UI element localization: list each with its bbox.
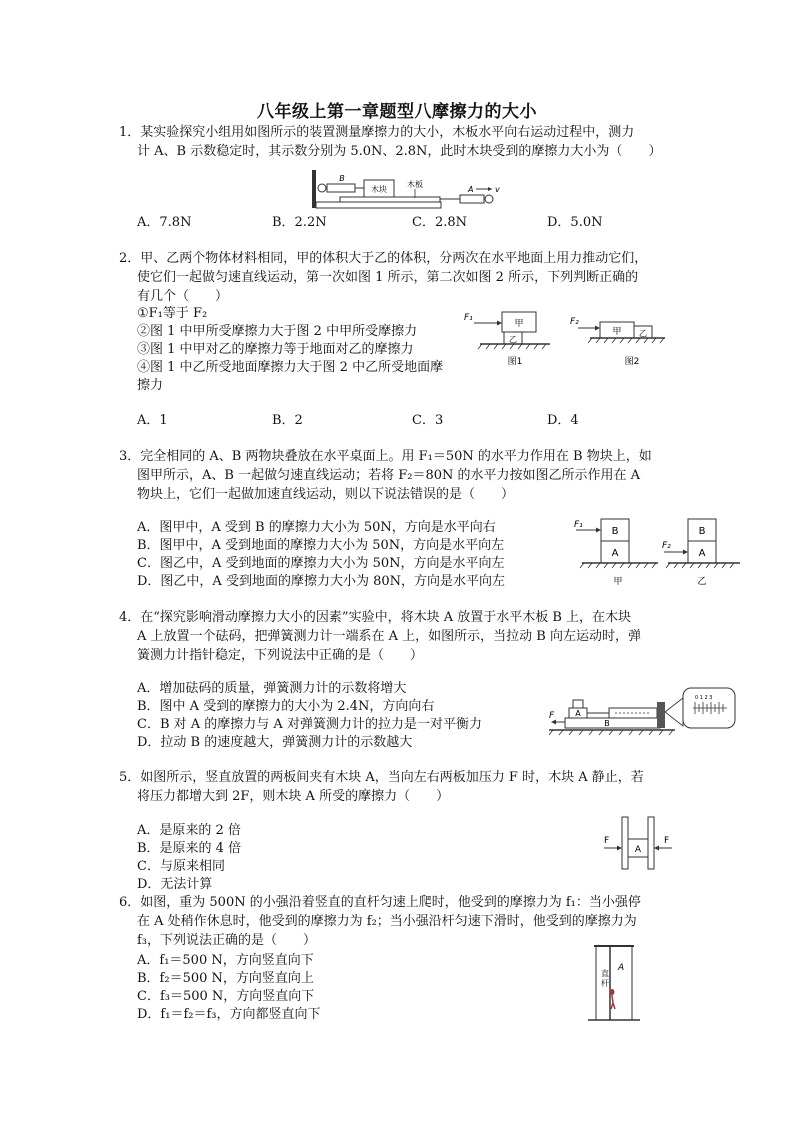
question-2-statement: ①F₁等于 F₂: [137, 306, 208, 321]
question-3-figure: [568, 514, 743, 590]
label-f-right: F: [664, 836, 670, 846]
label-yi-2: 乙: [639, 329, 647, 338]
board-right: [648, 817, 654, 869]
question-3-stem-line: 图甲所示，A、B 一起做匀速直线运动；若将 F₂＝80N 的水平力按如图乙所示作用在 A: [137, 468, 641, 483]
caption-fig1: 图1: [507, 357, 523, 367]
label-jia-2: 甲: [612, 327, 622, 337]
scale-numbers: 0 1 2 3: [695, 695, 713, 701]
question-6-stem-line: 6．如图，重为 500N 的小强沿着竖直的直杆匀速上爬时，他受到的摩擦力为 f₁：当小强停: [119, 895, 641, 910]
zoom-lines: [665, 698, 683, 726]
question-5-stem-line: 将压力都增大到 2F，则木块 A 所受的摩擦力（ ）: [137, 789, 450, 804]
board-left: [622, 817, 628, 869]
question-1-option-a[interactable]: A．7.8N: [137, 215, 192, 230]
spring-scale-b: [327, 184, 355, 192]
label-f1: F₁: [574, 520, 583, 530]
question-1-figure: [310, 168, 500, 212]
wall-left: [312, 170, 316, 208]
question-5-option-a[interactable]: A．是原来的 2 倍: [137, 823, 241, 838]
question-5-figure: [598, 815, 678, 871]
weight: [573, 700, 583, 708]
question-6-stem-line: 在 A 处稍作休息时，他受到的摩擦力为 f₂；当小强沿杆匀速下滑时，他受到的摩擦力为: [137, 914, 637, 929]
page-title: 八年级上第一章题型八摩擦力的大小: [257, 102, 537, 122]
board-b: [565, 718, 660, 728]
label-pole-1: 直: [601, 969, 609, 978]
question-2-figure: [460, 302, 670, 372]
question-4-option-a[interactable]: A．增加砝码的质量，弹簧测力计的示数将增大: [137, 681, 407, 696]
question-2-statement: ②图 1 中甲所受摩擦力大于图 2 中甲所受摩擦力: [137, 324, 418, 339]
question-3-option-a[interactable]: A．图甲中，A 受到 B 的摩擦力大小为 50N，方向是水平向右: [137, 520, 496, 535]
question-4-figure: [545, 684, 740, 742]
question-1-stem-line: 计 A、B 示数稳定时，其示数分别为 5.0N、2.8N，此时木块受到的摩擦力大小为（ ）: [137, 144, 662, 159]
question-1-option-d[interactable]: D．5.0N: [547, 215, 603, 230]
question-3-stem-line: 物块上，它们一起做加速直线运动，则以下说法错误的是（ ）: [137, 487, 515, 502]
question-2-option-b[interactable]: B．2: [272, 413, 303, 428]
label-a-jia: A: [611, 548, 619, 559]
label-f2: F₂: [662, 541, 671, 551]
question-1-option-b[interactable]: B．2.2N: [272, 215, 327, 230]
table-surface: [316, 202, 441, 208]
label-a-yi: A: [698, 548, 706, 559]
spring-scale-b-hook: [318, 184, 326, 192]
question-4-stem-line: 簧测力计指针稳定，下列说法中正确的是（ ）: [137, 648, 424, 663]
label-f2: F₂: [570, 317, 579, 327]
label-b: B: [604, 719, 610, 728]
question-3-option-c[interactable]: C．图乙中，A 受到地面的摩擦力大小为 50N，方向是水平向左: [137, 556, 505, 571]
question-6-option-a[interactable]: A．f₁＝500 N，方向竖直向下: [137, 953, 314, 968]
label-jia-1: 甲: [514, 319, 524, 329]
question-3-option-b[interactable]: B．图甲中，A 受到地面的摩擦力大小为 50N，方向是水平向左: [137, 538, 505, 553]
question-2-stem-line: 2．甲、乙两个物体材料相同，甲的体积大于乙的体积，分两次在水平地面上用力推动它们，: [119, 251, 648, 266]
person-body: [611, 995, 615, 1009]
question-1-option-c[interactable]: C．2.8N: [412, 215, 467, 230]
label-yi-1: 乙: [509, 335, 517, 344]
label-b-jia: B: [611, 526, 619, 537]
label-a: A: [618, 963, 625, 973]
question-4-stem-line: A 上放置一个砝码，把弹簧测力计一端系在 A 上，如图所示，当拉动 B 向左运动时，弹: [137, 629, 641, 644]
spring-scale-a: [460, 195, 484, 203]
question-4-option-c[interactable]: C．B 对 A 的摩擦力与 A 对弹簧测力计的拉力是一对平衡力: [137, 717, 482, 732]
question-6-figure: [584, 940, 644, 1025]
label-a: A: [468, 185, 474, 194]
wood-board: [340, 197, 440, 202]
question-4-stem-line: 4．在“探究影响滑动摩擦力大小的因素”实验中，将木块 A 放置于水平木板 B 上，在木块: [119, 610, 632, 625]
question-3-option-d[interactable]: D．图乙中，A 受到地面的摩擦力大小为 80N，方向是水平向左: [137, 574, 505, 589]
question-2-statement: 擦力: [137, 378, 164, 393]
question-2-option-d[interactable]: D．4: [547, 413, 579, 428]
question-5-option-d[interactable]: D．无法计算: [137, 877, 213, 892]
question-2-statement: ③图 1 中甲对乙的摩擦力等于地面对乙的摩擦力: [137, 342, 414, 357]
question-5-option-b[interactable]: B．是原来的 4 倍: [137, 841, 242, 856]
label-b: B: [339, 174, 345, 183]
question-1-stem-line: 1．某实验探究小组用如图所示的装置测量摩擦力的大小，木板水平向右运动过程中，测力: [119, 125, 635, 140]
label-f: F: [549, 711, 555, 721]
question-5-option-c[interactable]: C．与原来相同: [137, 859, 225, 874]
caption-fig2: 图2: [624, 357, 640, 367]
question-2-option-a[interactable]: A．1: [137, 413, 168, 428]
label-a: A: [634, 845, 642, 855]
question-6-option-b[interactable]: B．f₂＝500 N，方向竖直向上: [137, 971, 314, 986]
label-f1: F₁: [464, 313, 473, 323]
question-2-stem-line: 使它们一起做匀速直线运动，第一次如图 1 所示，第二次如图 2 所示，下列判断正确的: [137, 270, 639, 285]
label-pole-2: 杆: [601, 979, 609, 988]
label-a: A: [575, 709, 581, 718]
question-6-stem-line: f₃，下列说法正确的是（ ）: [137, 933, 317, 948]
question-6-option-c[interactable]: C．f₃＝500 N，方向竖直向下: [137, 989, 315, 1004]
label-board: 木板: [407, 180, 423, 189]
label-block: 木块: [371, 185, 387, 194]
support: [657, 702, 665, 728]
question-2-stem-line: 有几个（ ）: [137, 289, 229, 304]
question-3-stem-line: 3．完全相同的 A、B 两物块叠放在水平桌面上。用 F₁＝50N 的水平力作用在 B 物块上，如: [119, 449, 652, 464]
label-b-yi: B: [698, 526, 706, 537]
caption-yi: 乙: [697, 577, 707, 587]
question-4-option-d[interactable]: D．拉动 B 的速度越大，弹簧测力计的示数越大: [137, 735, 413, 750]
question-2-option-c[interactable]: C．3: [412, 413, 444, 428]
question-6-option-d[interactable]: D．f₁＝f₂＝f₃，方向都竖直向下: [137, 1007, 321, 1022]
person-head: [610, 989, 615, 995]
label-f-left: F: [604, 836, 610, 846]
question-4-option-b[interactable]: B．图中 A 受到的摩擦力的大小为 2.4N，方向向右: [137, 699, 435, 714]
question-5-stem-line: 5．如图所示，竖直放置的两板间夹有木块 A，当向左右两板加压力 F 时，木块 A 静止，若: [119, 770, 644, 785]
label-v: v: [495, 185, 500, 194]
caption-jia: 甲: [613, 577, 623, 587]
question-2-statement: ④图 1 中乙所受地面摩擦力大于图 2 中乙所受地面摩: [137, 360, 444, 375]
